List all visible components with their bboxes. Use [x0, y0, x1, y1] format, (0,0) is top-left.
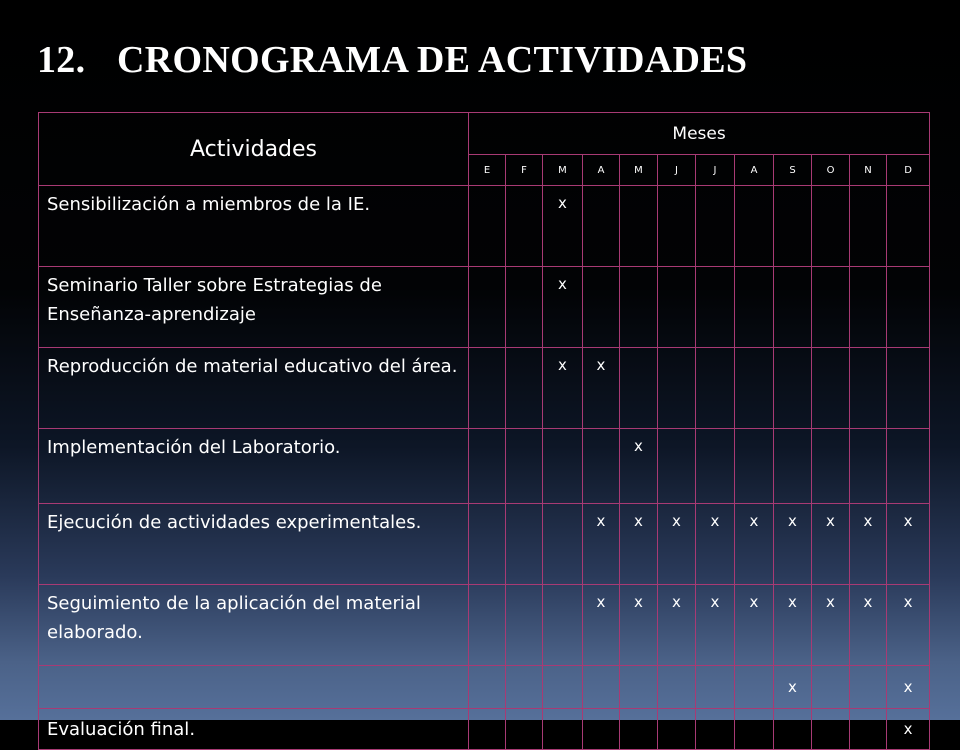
table-row	[39, 666, 930, 709]
month-mark-cell: x	[658, 504, 696, 585]
month-mark-cell: x	[620, 585, 658, 666]
month-mark-cell	[469, 709, 506, 750]
month-mark-cell	[658, 429, 696, 504]
month-mark-cell	[583, 666, 620, 709]
title-number: 12.	[37, 39, 86, 81]
activity-cell: Sensibilización a miembros de la IE.	[39, 186, 469, 267]
month-mark-cell	[543, 585, 583, 666]
month-header: M	[620, 155, 658, 186]
month-mark-cell	[658, 666, 696, 709]
month-mark-cell: x	[812, 585, 850, 666]
table-row	[39, 709, 930, 750]
month-mark-cell	[774, 267, 812, 348]
month-mark-cell	[735, 709, 774, 750]
month-mark-cell	[506, 267, 543, 348]
month-mark-cell	[735, 186, 774, 267]
month-mark-cell	[696, 666, 735, 709]
month-mark-cell	[696, 429, 735, 504]
month-mark-cell	[850, 429, 887, 504]
month-mark-cell	[850, 709, 887, 750]
month-mark-cell	[658, 348, 696, 429]
activity-cell: Seguimiento de la aplicación del material elaborado.	[39, 585, 469, 666]
month-mark-cell	[812, 666, 850, 709]
month-mark-cell	[658, 186, 696, 267]
month-mark-cell	[469, 504, 506, 585]
title-text: CRONOGRAMA DE ACTIVIDADES	[117, 39, 748, 81]
activity-cell: Ejecución de actividades experimentales.	[39, 504, 469, 585]
month-header: J	[696, 155, 735, 186]
month-mark-cell: x	[620, 504, 658, 585]
month-mark-cell: x	[696, 504, 735, 585]
month-mark-cell	[543, 429, 583, 504]
month-mark-cell: x	[696, 585, 735, 666]
month-mark-cell	[506, 429, 543, 504]
month-mark-cell: x	[887, 585, 930, 666]
month-mark-cell: x	[850, 585, 887, 666]
month-mark-cell	[469, 666, 506, 709]
month-mark-cell	[812, 429, 850, 504]
month-mark-cell	[469, 585, 506, 666]
month-mark-cell	[543, 666, 583, 709]
month-mark-cell	[735, 267, 774, 348]
month-mark-cell	[774, 429, 812, 504]
month-mark-cell: x	[774, 504, 812, 585]
month-mark-cell	[812, 267, 850, 348]
month-mark-cell	[620, 709, 658, 750]
month-mark-cell	[543, 504, 583, 585]
activity-cell	[39, 666, 469, 709]
month-mark-cell	[506, 186, 543, 267]
month-mark-cell: x	[543, 186, 583, 267]
activity-cell: Seminario Taller sobre Estrategias de Enseñanza-aprendizaje	[39, 267, 469, 348]
month-mark-cell	[696, 267, 735, 348]
table-row	[39, 348, 930, 429]
month-mark-cell	[469, 267, 506, 348]
month-mark-cell: x	[543, 267, 583, 348]
month-mark-cell	[850, 666, 887, 709]
month-header: O	[812, 155, 850, 186]
month-mark-cell	[658, 267, 696, 348]
month-mark-cell	[506, 585, 543, 666]
month-mark-cell	[887, 348, 930, 429]
month-mark-cell	[469, 429, 506, 504]
month-mark-cell	[583, 186, 620, 267]
month-mark-cell: x	[735, 504, 774, 585]
month-mark-cell	[812, 186, 850, 267]
month-mark-cell	[774, 186, 812, 267]
month-mark-cell	[887, 429, 930, 504]
month-mark-cell: x	[887, 504, 930, 585]
month-mark-cell	[543, 709, 583, 750]
month-mark-cell	[658, 709, 696, 750]
month-mark-cell	[735, 429, 774, 504]
month-header: N	[850, 155, 887, 186]
table-row	[39, 585, 930, 666]
month-header: S	[774, 155, 812, 186]
month-mark-cell: x	[774, 585, 812, 666]
month-mark-cell	[620, 348, 658, 429]
schedule-table	[38, 112, 930, 750]
month-mark-cell	[620, 666, 658, 709]
month-mark-cell	[506, 504, 543, 585]
month-mark-cell: x	[887, 709, 930, 750]
table-row	[39, 267, 930, 348]
activity-cell: Evaluación final.	[39, 709, 469, 750]
activity-cell: Reproducción de material educativo del área.	[39, 348, 469, 429]
month-mark-cell: x	[543, 348, 583, 429]
month-header: A	[583, 155, 620, 186]
month-mark-cell: x	[583, 504, 620, 585]
month-mark-cell	[506, 709, 543, 750]
page-title	[37, 38, 747, 82]
month-mark-cell	[583, 429, 620, 504]
month-mark-cell	[774, 348, 812, 429]
month-mark-cell	[583, 709, 620, 750]
month-header: M	[543, 155, 583, 186]
month-mark-cell: x	[887, 666, 930, 709]
month-mark-cell: x	[658, 585, 696, 666]
month-mark-cell	[506, 666, 543, 709]
month-header: J	[658, 155, 696, 186]
month-mark-cell	[620, 267, 658, 348]
month-mark-cell: x	[583, 348, 620, 429]
month-mark-cell: x	[812, 504, 850, 585]
table-row	[39, 186, 930, 267]
month-header: F	[506, 155, 543, 186]
table-row	[39, 504, 930, 585]
month-mark-cell	[469, 348, 506, 429]
month-header: A	[735, 155, 774, 186]
month-mark-cell: x	[583, 585, 620, 666]
months-header: Meses	[469, 113, 930, 155]
month-mark-cell	[735, 666, 774, 709]
month-mark-cell	[506, 348, 543, 429]
month-header: D	[887, 155, 930, 186]
month-mark-cell	[812, 709, 850, 750]
month-mark-cell	[583, 267, 620, 348]
month-mark-cell	[812, 348, 850, 429]
month-mark-cell	[469, 186, 506, 267]
month-mark-cell	[696, 709, 735, 750]
month-header: E	[469, 155, 506, 186]
month-mark-cell	[850, 267, 887, 348]
month-mark-cell	[887, 267, 930, 348]
month-mark-cell	[696, 186, 735, 267]
month-mark-cell	[696, 348, 735, 429]
month-mark-cell	[774, 709, 812, 750]
month-mark-cell: x	[774, 666, 812, 709]
month-mark-cell	[887, 186, 930, 267]
month-mark-cell: x	[735, 585, 774, 666]
month-mark-cell	[735, 348, 774, 429]
month-mark-cell	[620, 186, 658, 267]
month-mark-cell	[850, 186, 887, 267]
activity-cell: Implementación del Laboratorio.	[39, 429, 469, 504]
activities-header: Actividades	[39, 113, 469, 186]
month-mark-cell	[850, 348, 887, 429]
month-mark-cell: x	[850, 504, 887, 585]
table-row	[39, 429, 930, 504]
month-mark-cell: x	[620, 429, 658, 504]
